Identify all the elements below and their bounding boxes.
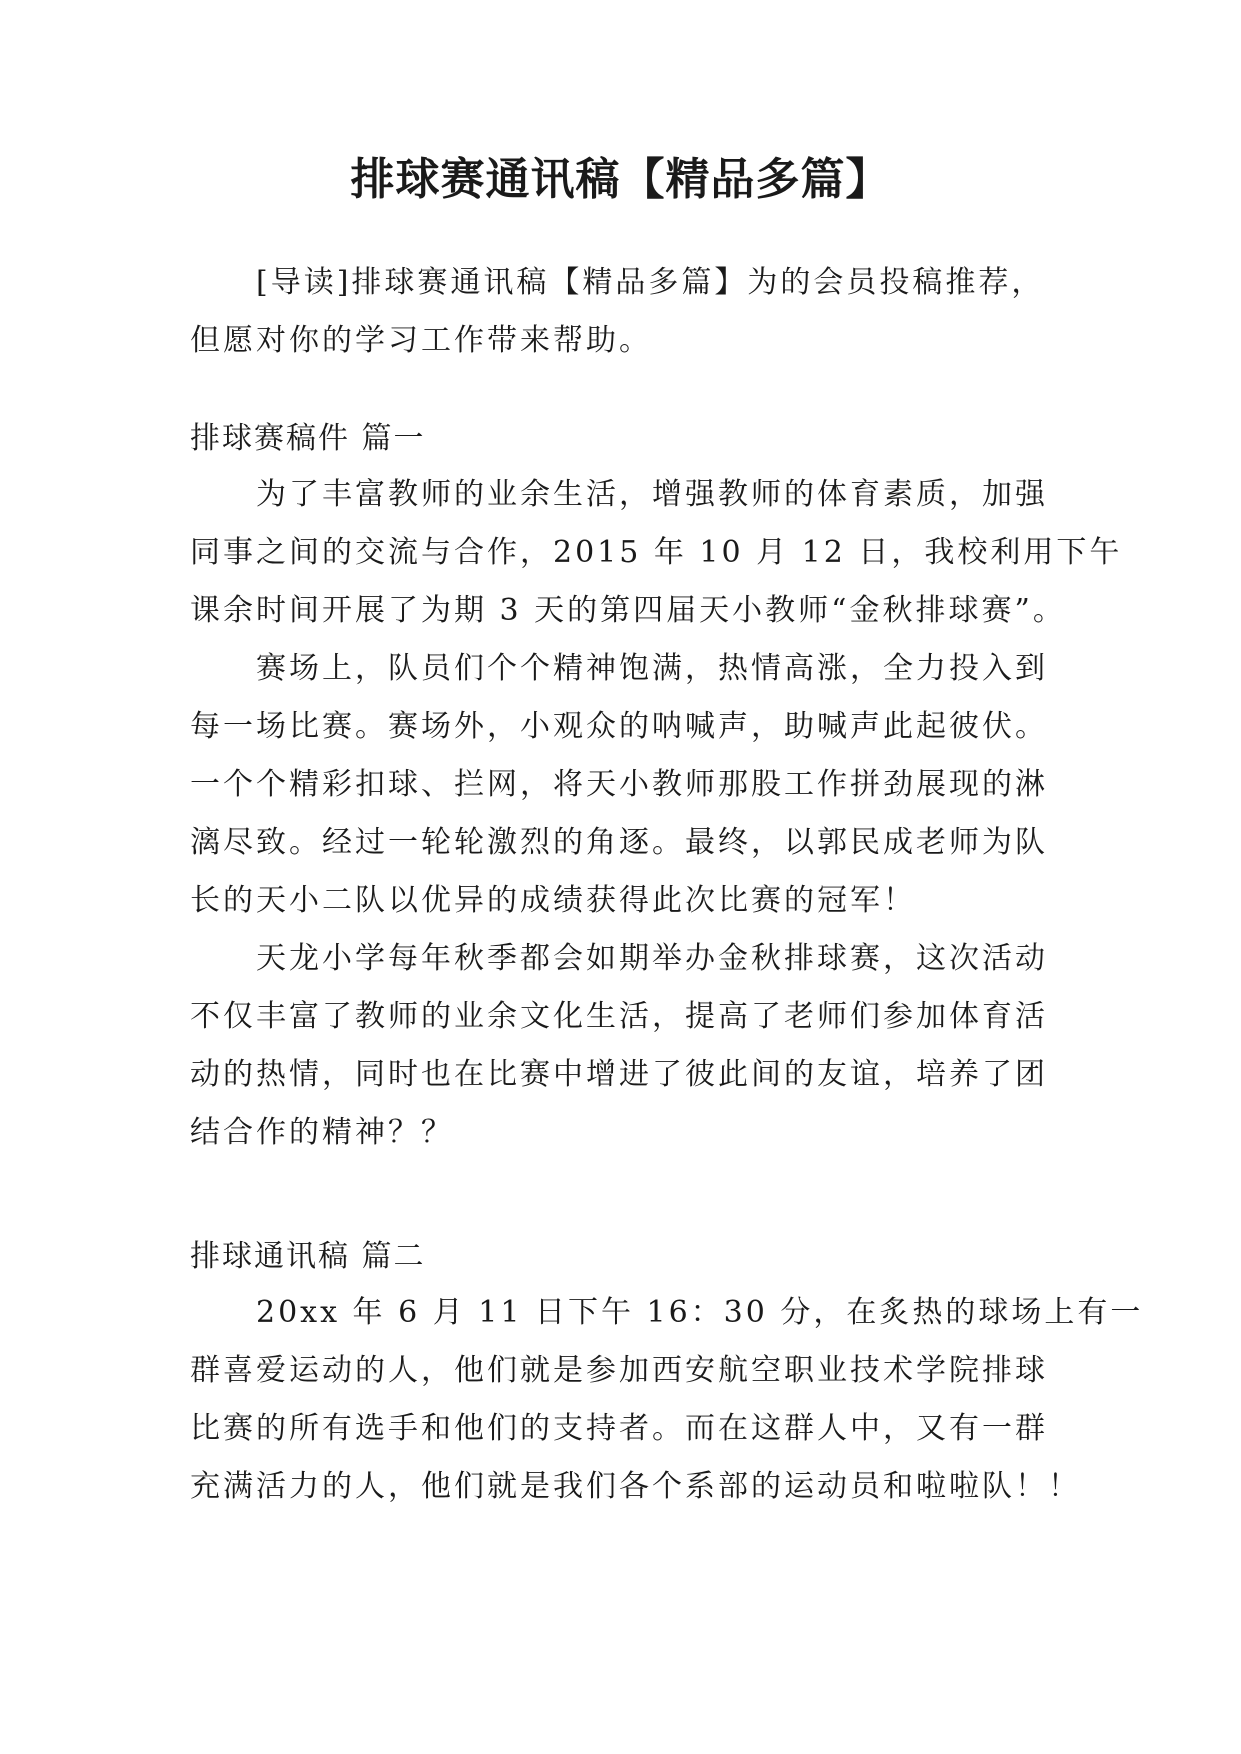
paragraph-line: 为了丰富教师的业余生活，增强教师的体育素质，加强 xyxy=(256,477,1048,512)
paragraph-line: 长的天小二队以优异的成绩获得此次比赛的冠军！ xyxy=(190,883,916,918)
section1-paragraph-3 xyxy=(190,930,1070,1162)
paragraph-line: 比赛的所有选手和他们的支持者。而在这群人中，又有一群 xyxy=(190,1411,1048,1446)
intro-line: [导读]排球赛通讯稿【精品多篇】为的会员投稿推荐， xyxy=(256,265,1045,300)
paragraph-line: 课余时间开展了为期 3 天的第四届天小教师“金秋排球赛”。 xyxy=(190,593,1066,628)
intro-line: 但愿对你的学习工作带来帮助。 xyxy=(190,323,652,358)
document-title: 排球赛通讯稿【精品多篇】 xyxy=(350,154,891,205)
section1-paragraph-1 xyxy=(190,466,1123,640)
paragraph-line: 赛场上，队员们个个精神饱满，热情高涨，全力投入到 xyxy=(256,651,1048,686)
paragraph-line: 群喜爱运动的人，他们就是参加西安航空职业技术学院排球 xyxy=(190,1353,1048,1388)
paragraph-line: 结合作的精神？？ xyxy=(190,1115,454,1150)
paragraph-line: 不仅丰富了教师的业余文化生活，提高了老师们参加体育活 xyxy=(190,999,1048,1034)
paragraph-line: 动的热情，同时也在比赛中增进了彼此间的友谊，培养了团 xyxy=(190,1057,1048,1092)
paragraph-line: 充满活力的人，他们就是我们各个系部的运动员和啦啦队！！ xyxy=(190,1469,1081,1504)
section1-heading: 排球赛稿件 篇一 xyxy=(190,421,426,456)
paragraph-line: 天龙小学每年秋季都会如期举办金秋排球赛，这次活动 xyxy=(256,941,1048,976)
paragraph-line: 漓尽致。经过一轮轮激烈的角逐。最终，以郭民成老师为队 xyxy=(190,825,1048,860)
section2-paragraph-1 xyxy=(190,1284,1144,1516)
intro-paragraph xyxy=(190,254,1070,370)
paragraph-line: 20xx 年 6 月 11 日下午 16：30 分，在炙热的球场上有一 xyxy=(256,1295,1144,1330)
section1-paragraph-2 xyxy=(190,640,1070,930)
paragraph-line: 同事之间的交流与合作，2015 年 10 月 12 日，我校利用下午 xyxy=(190,535,1123,570)
paragraph-line: 一个个精彩扣球、拦网，将天小教师那股工作拼劲展现的淋 xyxy=(190,767,1048,802)
paragraph-line: 每一场比赛。赛场外，小观众的呐喊声，助喊声此起彼伏。 xyxy=(190,709,1048,744)
section2-heading: 排球通讯稿 篇二 xyxy=(190,1239,426,1274)
